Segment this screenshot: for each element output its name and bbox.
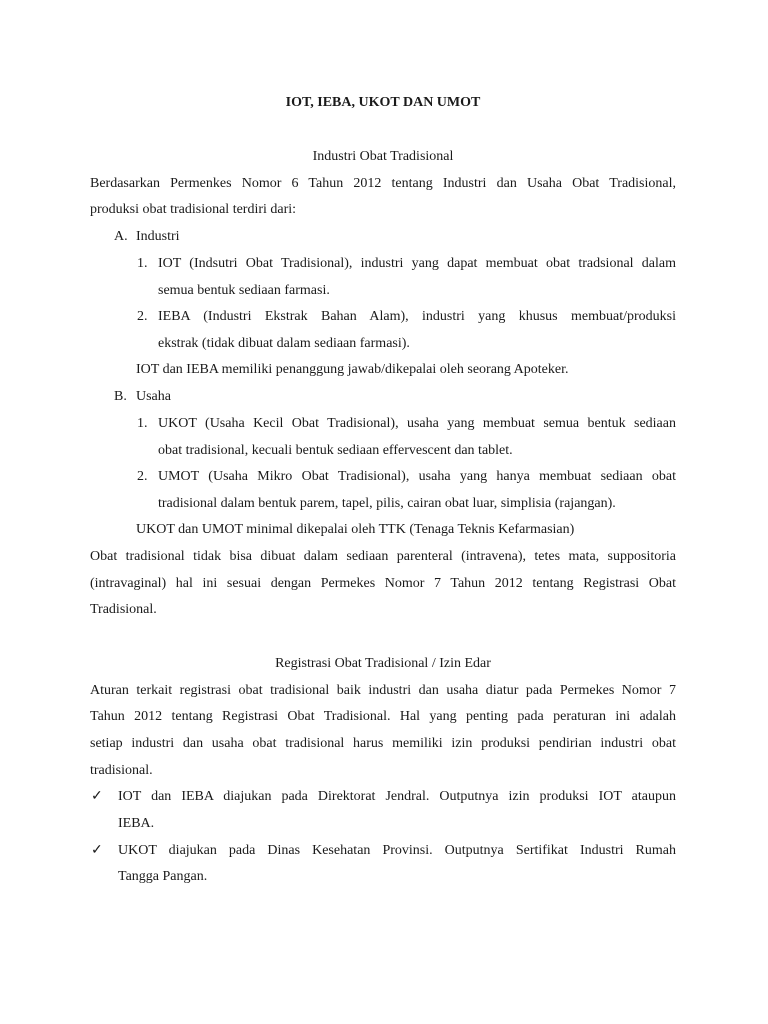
checkmark-icon: ✓ (91, 789, 103, 804)
group-note: UKOT dan UMOT minimal dikepalai oleh TTK (Tenaga Teknis Kefarmasian) (136, 522, 575, 537)
list-marker: 1. (137, 256, 148, 271)
list-marker: A. (114, 229, 128, 244)
bullet-line: Tangga Pangan. (118, 869, 208, 884)
list-label-usaha: Usaha (136, 389, 171, 404)
list-item-line: semua bentuk sediaan farmasi. (158, 283, 330, 298)
list-label-industri: Industri (136, 229, 180, 244)
paragraph-line: setiap industri dan usaha obat tradisional harus memiliki izin produksi pendirian industri obat (90, 736, 676, 751)
list-marker: 2. (137, 469, 148, 484)
list-marker: B. (114, 389, 127, 404)
checkmark-icon: ✓ (91, 843, 103, 858)
paragraph-line: produksi obat tradisional terdiri dari: (90, 202, 297, 217)
list-item-line: UKOT (Usaha Kecil Obat Tradisional), usaha yang membuat semua bentuk sediaan (158, 416, 676, 431)
list-item-line: obat tradisional, kecuali bentuk sediaan effervescent dan tablet. (158, 443, 513, 458)
list-item-line: IOT (Indsutri Obat Tradisional), industri yang dapat membuat obat tradsional dalam (158, 256, 676, 271)
section-heading-industri: Industri Obat Tradisional (312, 149, 454, 164)
bullet-line: UKOT diajukan pada Dinas Kesehatan Provinsi. Outputnya Sertifikat Industri Rumah (118, 843, 676, 858)
paragraph-line: Tahun 2012 tentang Registrasi Obat Tradisional. Hal yang penting pada peraturan ini adalah (90, 709, 676, 724)
paragraph-line: Berdasarkan Permenkes Nomor 6 Tahun 2012 tentang Industri dan Usaha Obat Tradisional, (90, 176, 676, 191)
list-item-line: ekstrak (tidak dibuat dalam sediaan farmasi). (158, 336, 410, 351)
paragraph-line: (intravaginal) hal ini sesuai dengan Permekes Nomor 7 Tahun 2012 tentang Registrasi Obat (90, 576, 676, 591)
list-item-line: IEBA (Industri Ekstrak Bahan Alam), industri yang khusus membuat/produksi (158, 309, 676, 324)
paragraph-line: Aturan terkait registrasi obat tradisional baik industri dan usaha diatur pada Permekes Nomor 7 (90, 683, 676, 698)
list-item-line: UMOT (Usaha Mikro Obat Tradisional), usaha yang hanya membuat sediaan obat (158, 469, 676, 484)
group-note: IOT dan IEBA memiliki penanggung jawab/dikepalai oleh seorang Apoteker. (136, 362, 569, 377)
list-marker: 2. (137, 309, 148, 324)
section-heading-registrasi: Registrasi Obat Tradisional / Izin Edar (275, 656, 491, 671)
bullet-line: IEBA. (118, 816, 155, 831)
paragraph-line: Tradisional. (90, 602, 157, 617)
document-title: IOT, IEBA, UKOT DAN UMOT (285, 95, 481, 110)
paragraph-line: Obat tradisional tidak bisa dibuat dalam sediaan parenteral (intravena), tetes mata, suppositoria (90, 549, 676, 564)
list-item-line: tradisional dalam bentuk parem, tapel, pilis, cairan obat luar, simplisia (rajangan). (158, 496, 616, 511)
paragraph-line: tradisional. (90, 763, 153, 778)
list-marker: 1. (137, 416, 148, 431)
bullet-line: IOT dan IEBA diajukan pada Direktorat Jendral. Outputnya izin produksi IOT ataupun (118, 789, 676, 804)
